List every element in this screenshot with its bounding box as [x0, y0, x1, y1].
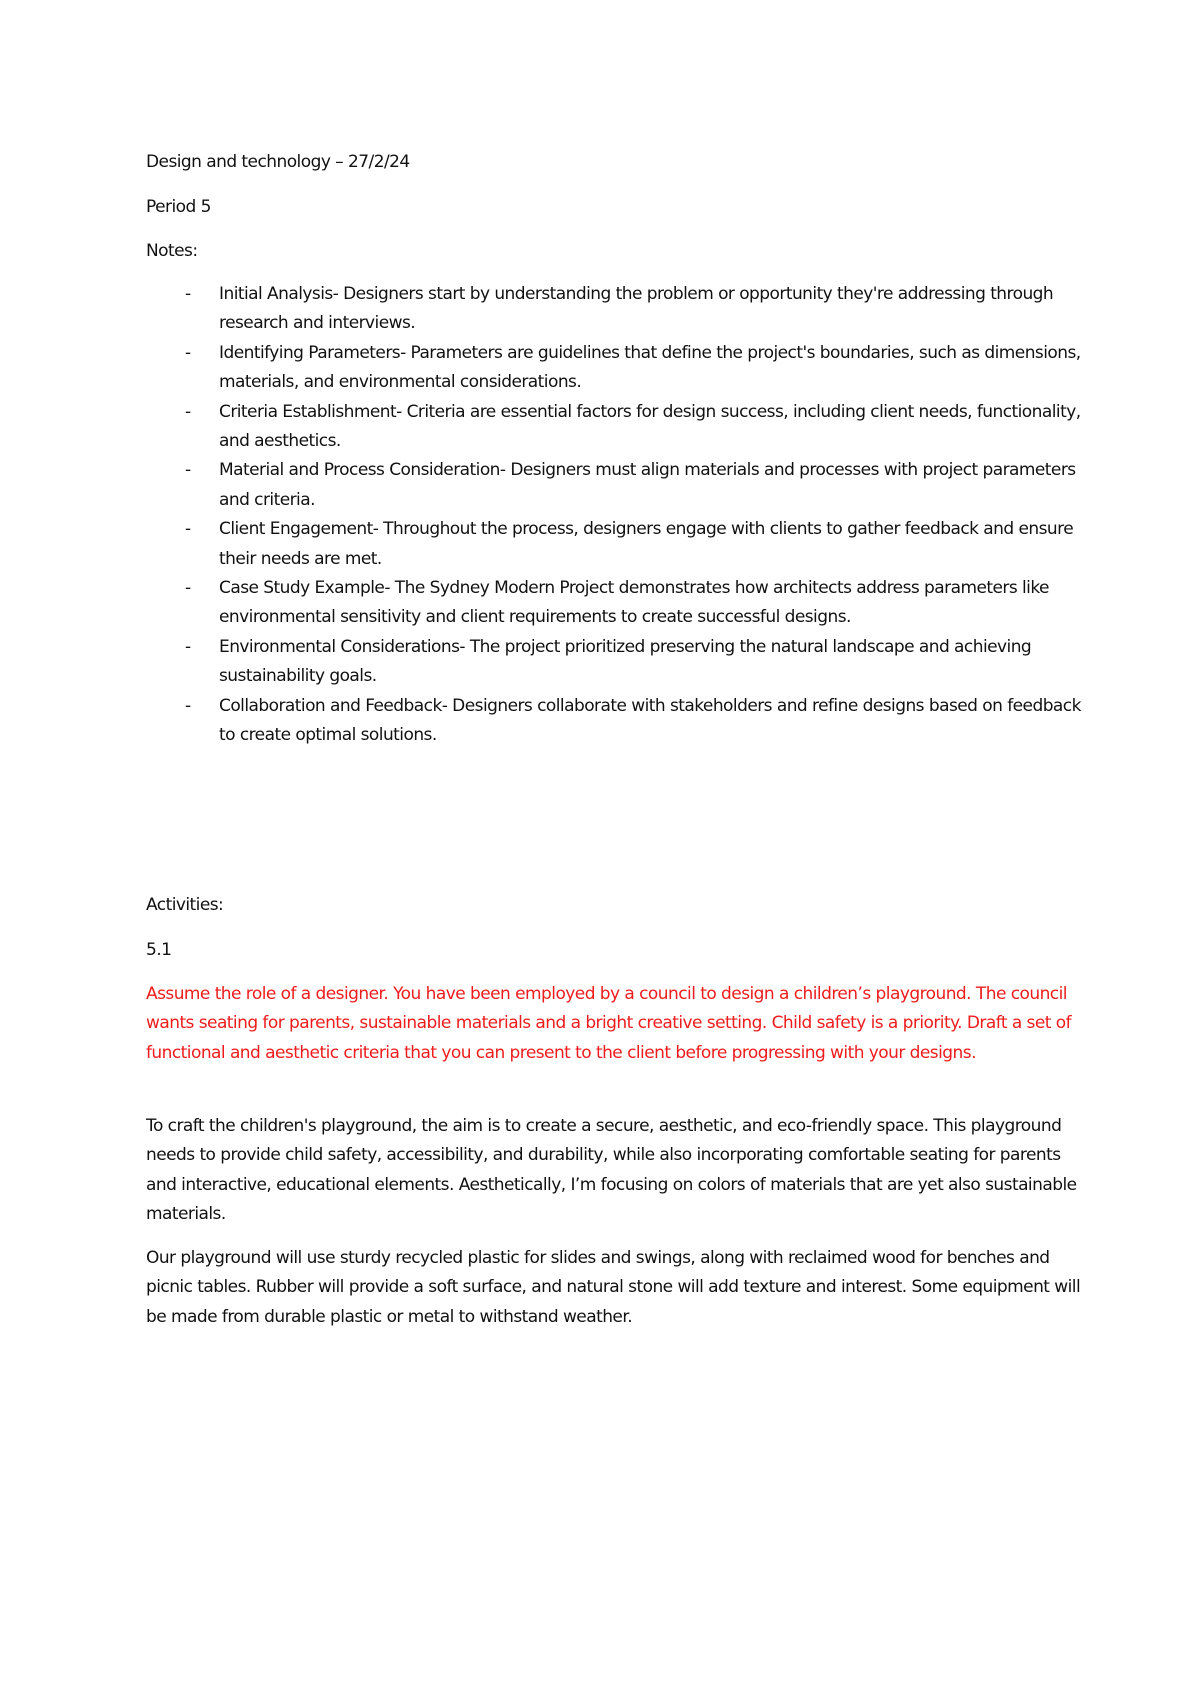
list-item — [146, 456, 1086, 515]
bullet-dash: - — [185, 578, 191, 599]
note-text: Client Engagement- Throughout the process, designers engage with clients to gather feedback and ensure their needs are met. — [219, 519, 1074, 569]
list-item — [146, 633, 1086, 692]
notes-list — [146, 280, 1086, 751]
list-item — [146, 515, 1086, 574]
bullet-dash: - — [185, 401, 191, 422]
answer-paragraph-1: To craft the children's playground, the aim is to create a secure, aesthetic, and eco-friendly space. This playground needs to provide child safety, accessibility, and durability, while also incorporating comfortable seating for parents and interactive, educational elements. Aesthetically, I’m focusing on colors of materials that are yet also sustainable materials. — [146, 1116, 1077, 1225]
list-item — [146, 280, 1086, 339]
bullet-dash: - — [185, 342, 191, 363]
list-item — [146, 574, 1086, 633]
activities-heading: Activities: — [146, 895, 224, 915]
note-text: Initial Analysis- Designers start by understanding the problem or opportunity they're addressing through research and interviews. — [219, 284, 1054, 334]
bullet-dash: - — [185, 284, 191, 304]
note-text: Material and Process Consideration- Designers must align materials and processes with project parameters and criteria. — [219, 460, 1076, 510]
bullet-dash: - — [185, 695, 191, 716]
document-title: Design and technology – 27/2/24 — [146, 152, 410, 172]
notes-heading: Notes: — [146, 241, 198, 261]
note-text: Identifying Parameters- Parameters are guidelines that define the project's boundaries, such as dimensions, materials, and environmental considerations. — [219, 342, 1081, 393]
period-label: Period 5 — [146, 197, 211, 217]
activity-prompt: Assume the role of a designer. You have been employed by a council to design a children’s playground. The council wants seating for parents, sustainable materials and a bright creative setting. Child safety is a priority. Draft a set of functional and aesthetic criteria that you can present to the client before progressing with your designs. — [146, 984, 1072, 1063]
activity-number: 5.1 — [146, 940, 172, 960]
note-text: Case Study Example- The Sydney Modern Project demonstrates how architects address parameters like environmental sensitivity and client requirements to create successful designs. — [219, 578, 1049, 628]
bullet-dash: - — [185, 460, 191, 481]
note-text: Environmental Considerations- The project prioritized preserving the natural landscape and achieving sustainability goals. — [219, 636, 1032, 687]
note-text: Collaboration and Feedback- Designers collaborate with stakeholders and refine designs based on feedback to create optimal solutions. — [219, 695, 1081, 746]
list-item — [146, 339, 1086, 398]
list-item — [146, 398, 1086, 457]
list-item — [146, 692, 1086, 751]
bullet-dash: - — [185, 636, 191, 657]
answer-paragraph-2: Our playground will use sturdy recycled plastic for slides and swings, along with reclaimed wood for benches and picnic tables. Rubber will provide a soft surface, and natural stone will add texture and interest. Some equipment will be made from durable plastic or metal to withstand weather. — [146, 1248, 1081, 1327]
bullet-dash: - — [185, 519, 191, 540]
note-text: Criteria Establishment- Criteria are essential factors for design success, including client needs, functionality, and aesthetics. — [219, 401, 1081, 452]
